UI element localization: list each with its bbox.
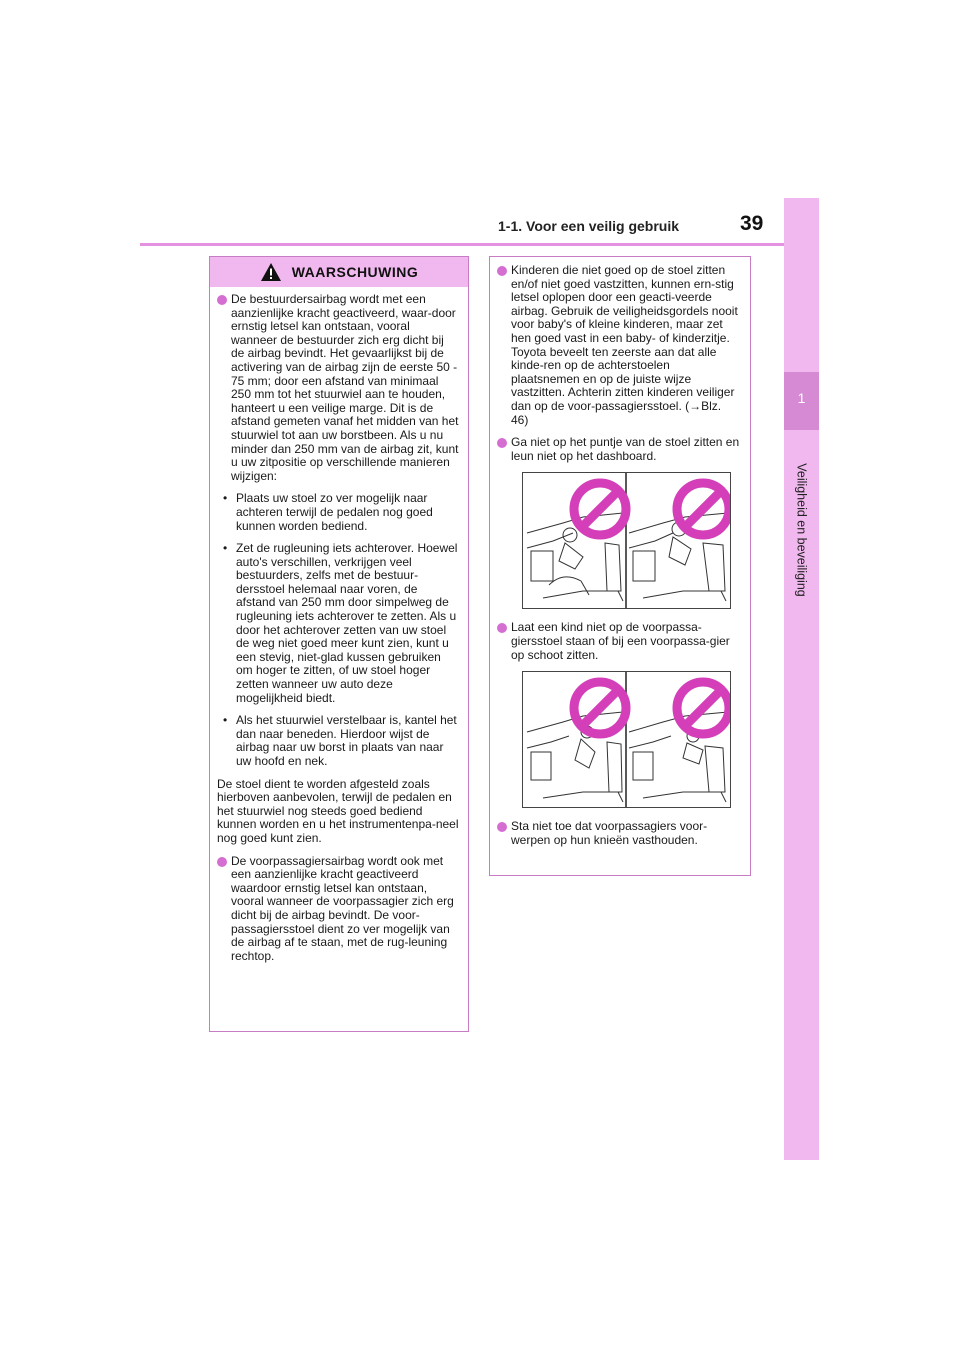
bullet-icon xyxy=(497,266,507,276)
chapter-number: 1 xyxy=(797,390,806,406)
warning-triangle-icon xyxy=(260,262,282,282)
sub-list-item: • Zet de rugleuning iets achterover. Hoewel auto's verschillen, verkrijgen veel bestuurders, zelfs met de bestuur-dersstoel helemaal naar voren, de afstand van 250 mm door simpelweg de rugleuning iets achterover te zetten. Als u door het achterover zetten van uw stoel de weg niet goed meer kunt zien, kunt u een stevig, niet-glad kussen gebruiken om hoger te zitten, of uw stoel hoger zetten wanneer uw auto deze mogelijkheid biedt. xyxy=(223,541,458,705)
illustration-child-on-seat xyxy=(522,671,731,808)
prohibited-icon xyxy=(574,682,626,734)
chapter-title: Veiligheid en beveiliging xyxy=(795,463,809,597)
bullet-icon xyxy=(217,295,227,305)
page-number: 39 xyxy=(740,212,764,235)
warning-box-continued xyxy=(489,256,751,876)
header-divider xyxy=(140,243,784,246)
prohibited-icon xyxy=(677,483,729,535)
list-item: De voorpassagiersairbag wordt ook met een aanzienlijke kracht geactiveerd waardoor ernstig letsel kan ontstaan, vooral wanneer de voorpassagier zich erg dicht bij de airbag bevindt. De voor-passagiersstoel dient zo ver mogelijk van de airbag af te staan, met de rug-leuning rechtop. xyxy=(217,855,459,964)
list-item: Laat een kind niet op de voorpassa-giersstoel staan of bij een voorpassa-gier op schoot zitten. xyxy=(497,621,741,662)
prohibited-icon xyxy=(677,682,729,734)
list-item: Ga niet op het puntje van de stoel zitten en leun niet op het dashboard. xyxy=(497,436,741,463)
section-title: 1-1. Voor een veilig gebruik xyxy=(498,218,680,234)
illustration-leaning-forward xyxy=(522,472,731,609)
sub-list-item: • Als het stuurwiel verstelbaar is, kantel het dan naar beneden. Hierdoor wijst de airbag naar uw borst in plaats van naar uw hoofd en nek. xyxy=(223,713,457,768)
paragraph: De stoel dient te worden afgesteld zoals hierboven aanbevolen, terwijl de pedalen en het stuurwiel nog steeds goed bediend kunnen worden en u het instrumentenpa-neel nog goed kunt zien. xyxy=(217,776,459,845)
chapter-tab xyxy=(784,198,819,1160)
warning-header xyxy=(210,257,468,287)
list-item: Sta niet toe dat voorpassagiers voor-werpen op hun knieën vasthouden. xyxy=(497,820,741,847)
bullet-icon xyxy=(497,822,507,832)
bullet-icon xyxy=(497,438,507,448)
warning-title: WAARSCHUWING xyxy=(291,264,419,280)
warning-box xyxy=(209,256,469,1032)
sub-list-item: • Plaats uw stoel zo ver mogelijk naar achteren terwijl de pedalen nog goed kunnen worden bediend. xyxy=(223,491,433,533)
bullet-icon xyxy=(497,623,507,633)
list-item: Kinderen die niet goed op de stoel zitten en/of niet goed vastzitten, kunnen ern-stig letsel oplopen door een geacti-veerde airbag. Gebruik de veiligheidsgordels nooit voor baby's of kleine kinderen, maar zet hen goed vast in een baby- of kinderzitje. Toyota beveelt ten zeerste aan dat alle kinde-ren op de achterstoelen plaatsnemen en op de juiste wijze vastzitten. Achterin zitten kinderen veiliger dan op de voor-passagiersstoel. (→Blz. 46) xyxy=(497,264,741,427)
prohibited-icon xyxy=(574,483,626,535)
list-item: De bestuurdersairbag wordt met een aanzienlijke kracht geactiveerd, waar-door ernstig letsel kan ontstaan, vooral wanneer de bestuurder zich erg dicht bij de airbag bevindt. Het gevaarlijkst bij de activering van de airbag zijn de eerste 50 - 75 mm; door een afstand van minimaal 250 mm tot het stuurwiel aan te houden, hanteert u een veilige marge. Dit is de afstand gemeten vanaf het midden van het stuurwiel tot aan uw borstbeen. Als u nu minder dan 250 mm van de airbag zit, kunt u uw zitpositie op verschillende manieren wijzigen: xyxy=(217,293,459,483)
bullet-icon xyxy=(217,857,227,867)
